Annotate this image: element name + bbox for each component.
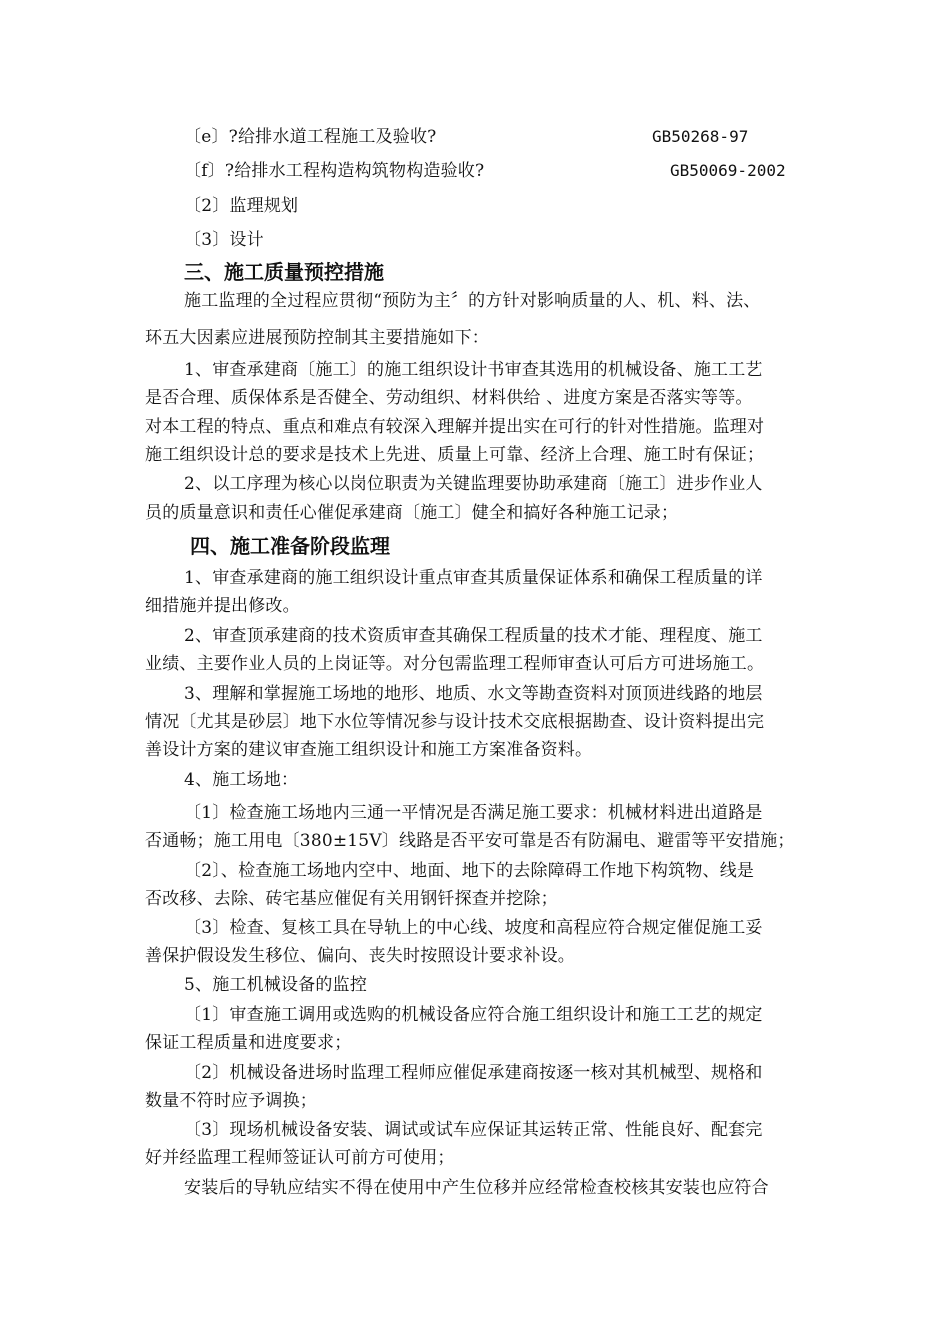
- section-3-paragraph-line: 施工监理的全过程应贯彻“预防为主〞的方针对影响质量的人、机、料、法、: [184, 291, 761, 311]
- section-4-paragraph-line: 否通畅；施工用电〔380±15V〕线路是否平安可靠是否有防漏电、避雷等平安措施；: [145, 831, 795, 851]
- section-4-paragraph-line: 2、审查顶承建商的技术资质审查其确保工程质量的技术才能、理程度、施工: [184, 626, 763, 646]
- section-4-paragraph-line: 〔3〕现场机械设备安装、调试或试车应保证其运转正常、性能良好、配套完: [184, 1120, 763, 1140]
- section-4-paragraph-line: 1、审查承建商的施工组织设计重点审查其质量保证体系和确保工程质量的详: [184, 568, 763, 588]
- section-3-heading: 三、施工质量预控措施: [184, 260, 384, 284]
- section-4-paragraph-line: 否改移、去除、砖宅基应催促有关用钢钎探查并挖除；: [145, 889, 558, 909]
- item-supervision-plan: 〔2〕监理规划: [184, 196, 299, 216]
- section-4-paragraph-line: 善设计方案的建议审查施工组织设计和施工方案准备资料。: [145, 740, 593, 760]
- section-3-paragraph-line: 员的质量意识和责任心催促承建商〔施工〕健全和搞好各种施工记录；: [145, 503, 679, 523]
- section-4-paragraph-line: 〔2〕机械设备进场时监理工程师应催促承建商按逐一核对其机械型、规格和: [184, 1063, 763, 1083]
- section-4-paragraph-line: 5、施工机械设备的监控: [184, 975, 368, 995]
- section-3-paragraph-line: 2、以工序理为核心以岗位职责为关键监理要协助承建商〔施工〕进步作业人: [184, 474, 763, 494]
- section-3-paragraph-line: 1、审查承建商〔施工〕的施工组织设计书审查其选用的机械设备、施工工艺: [184, 360, 763, 380]
- section-4-paragraph-line: 〔2〕、检查施工场地内空中、地面、地下的去除障碍工作地下构筑物、线是: [184, 861, 755, 881]
- section-3-paragraph-line: 对本工程的特点、重点和难点有较深入理解并提出实在可行的针对性措施。监理对: [145, 417, 765, 437]
- section-3-paragraph-line: 环五大因素应进展预防控制其主要措施如下：: [145, 328, 489, 348]
- section-4-paragraph-line: 善保护假设发生移位、偏向、丧失时按照设计要求补设。: [145, 946, 575, 966]
- section-4-heading: 四、施工准备阶段监理: [190, 534, 390, 558]
- reference-code-e: GB50268-97: [652, 127, 749, 146]
- section-4-paragraph-line: 好并经监理工程师签证认可前方可使用；: [145, 1148, 455, 1168]
- section-4-paragraph-line: 〔3〕检查、复核工具在导轨上的中心线、坡度和高程应符合规定催促施工妥: [184, 918, 763, 938]
- section-4-paragraph-line: 3、理解和掌握施工场地的地形、地质、水文等勘查资料对顶顶进线路的地层: [184, 684, 763, 704]
- reference-item-f: 〔f〕?给排水工程构造构筑物构造验收?: [184, 161, 485, 181]
- reference-code-f: GB50069-2002: [670, 161, 786, 180]
- section-4-paragraph-line: 业绩、主要作业人员的上岗证等。对分包需监理工程师审查认可后方可进场施工。: [145, 654, 765, 674]
- section-4-paragraph-line: 数量不符时应予调换；: [145, 1091, 317, 1111]
- section-4-paragraph-line: 细措施并提出修改。: [145, 596, 300, 616]
- section-3-paragraph-line: 施工组织设计总的要求是技术上先进、质量上可靠、经济上合理、施工时有保证；: [145, 445, 765, 465]
- section-4-paragraph-line: 安装后的导轨应结实不得在使用中产生位移并应经常检查校核其安装也应符合: [184, 1178, 769, 1198]
- item-design: 〔3〕设计: [184, 230, 264, 250]
- section-4-paragraph-line: 〔1〕检查施工场地内三通一平情况是否满足施工要求：机械材料进出道路是: [184, 803, 763, 823]
- section-4-paragraph-line: 〔1〕审查施工调用或选购的机械设备应符合施工组织设计和施工工艺的规定: [184, 1005, 763, 1025]
- section-4-paragraph-line: 保证工程质量和进度要求；: [145, 1033, 352, 1053]
- section-4-paragraph-line: 4、施工场地：: [184, 770, 299, 790]
- section-4-paragraph-line: 情况〔尤其是砂层〕地下水位等情况参与设计技术交底根据勘查、设计资料提出完: [145, 712, 765, 732]
- section-3-paragraph-line: 是否合理、质保体系是否健全、劳动组织、材料供给 、进度方案是否落实等等。: [145, 388, 753, 408]
- reference-item-e: 〔e〕?给排水道工程施工及验收?: [184, 127, 437, 147]
